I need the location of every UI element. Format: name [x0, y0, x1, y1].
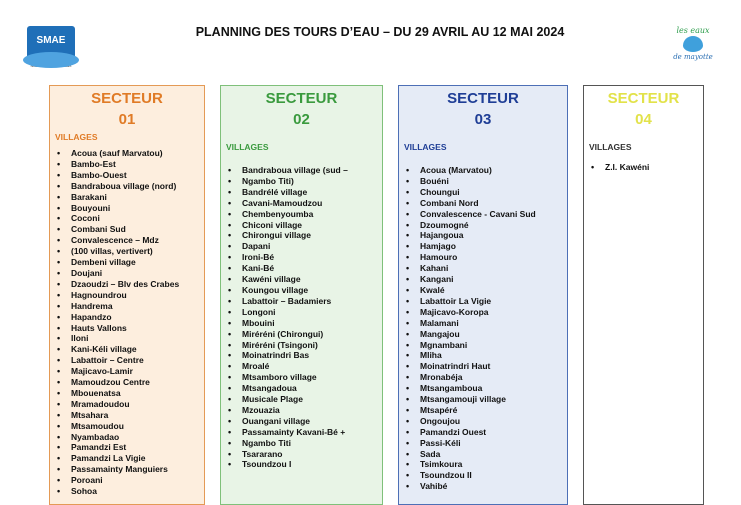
- village-item: • Mbouenatsa: [55, 388, 204, 399]
- village-item: • Chembenyoumba: [226, 209, 382, 220]
- village-item: • Barakani: [55, 192, 204, 203]
- village-item: • Labattoir – Badamiers: [226, 296, 382, 307]
- village-item: • Ngambo Titi): [226, 176, 382, 187]
- village-item: • Acoua (Marvatou): [404, 165, 567, 176]
- smae-logo: [27, 26, 75, 76]
- village-item: • Chiconi village: [226, 220, 382, 231]
- village-item: • Mbouini: [226, 318, 382, 329]
- wave-icon: [23, 52, 79, 68]
- village-item: • Mtsapéré: [404, 405, 567, 416]
- village-item: • Majicavo-Lamir: [55, 366, 204, 377]
- village-item: • Malamani: [404, 318, 567, 329]
- village-list: [55, 148, 204, 497]
- village-item: • Hajangoua: [404, 230, 567, 241]
- villages-label: VILLAGES: [589, 142, 632, 152]
- village-item: • Bambo-Est: [55, 159, 204, 170]
- village-item: • Labattoir La Vigie: [404, 296, 567, 307]
- sector-03-column: [398, 85, 568, 505]
- village-item: • Kahani: [404, 263, 567, 274]
- village-item: • Ironi-Bé: [226, 252, 382, 263]
- sector-01-column: [49, 85, 205, 505]
- village-item: • Kani-Bé: [226, 263, 382, 274]
- village-item: • Mramadoudou: [55, 399, 204, 410]
- village-item: • Ongoujou: [404, 416, 567, 427]
- village-item: • Ouangani village: [226, 416, 382, 427]
- village-item: • Poroani: [55, 475, 204, 486]
- village-item: • Mtsamoudou: [55, 421, 204, 432]
- village-item: • Labattoir – Centre: [55, 355, 204, 366]
- village-item: • Kwalé: [404, 285, 567, 296]
- sector-number: 01: [118, 111, 136, 128]
- village-item: • Majicavo-Koropa: [404, 307, 567, 318]
- village-item: • Miréréni (Tsingoni): [226, 340, 382, 351]
- village-list: [404, 165, 567, 492]
- villages-label: VILLAGES: [404, 142, 447, 152]
- eaux-logo-line1: les eaux: [676, 26, 710, 35]
- village-item: • Kani-Kéli village: [55, 344, 204, 355]
- village-item: • Bouyouni: [55, 203, 204, 214]
- village-item: • Mroalé: [226, 361, 382, 372]
- village-item: • Combani Nord: [404, 198, 567, 209]
- village-item: • Tsoundzou II: [404, 470, 567, 481]
- village-list: [589, 162, 703, 173]
- sector-title: SECTEUR: [91, 90, 163, 107]
- village-item: • Z.I. Kawéni: [589, 162, 703, 173]
- eaux-de-mayotte-logo: [668, 26, 718, 72]
- village-item: • Passi-Kéli: [404, 438, 567, 449]
- village-item: • Kawéni village: [226, 274, 382, 285]
- page-title: PLANNING DES TOURS D’EAU – DU 29 AVRIL AU 12 MAI 2024: [195, 25, 565, 39]
- village-item: • Mtsangadoua: [226, 383, 382, 394]
- sector-04-column: [583, 85, 704, 505]
- village-item: • Chirongui village: [226, 230, 382, 241]
- villages-label: VILLAGES: [55, 132, 98, 142]
- village-item: • Nyambadao: [55, 432, 204, 443]
- village-item: • Mtsahara: [55, 410, 204, 421]
- village-item: • Choungui: [404, 187, 567, 198]
- village-item: • Mronabéja: [404, 372, 567, 383]
- village-item: • Convalescence – Mdz: [55, 235, 204, 246]
- village-item: • Mtsamboro village: [226, 372, 382, 383]
- village-item: • Bandraboua village (nord): [55, 181, 204, 192]
- village-item: • Dembeni village: [55, 257, 204, 268]
- eaux-logo-line2: de mayotte: [673, 53, 713, 61]
- village-item: • Bandrélé village: [226, 187, 382, 198]
- village-item: • Convalescence - Cavani Sud: [404, 209, 567, 220]
- village-item: • Passamainty Kavani-Bé +: [226, 427, 382, 438]
- village-item: • Moinatrindri Haut: [404, 361, 567, 372]
- village-item: • Pamandzi Ouest: [404, 427, 567, 438]
- village-item: • Mzouazia: [226, 405, 382, 416]
- village-item: • Bandraboua village (sud –: [226, 165, 382, 176]
- village-item: • Kangani: [404, 274, 567, 285]
- village-item: • Tsimkoura: [404, 459, 567, 470]
- village-item: • Hamjago: [404, 241, 567, 252]
- village-item: • Handrema: [55, 301, 204, 312]
- village-item: • Moinatrindri Bas: [226, 350, 382, 361]
- village-item: • Passamainty Manguiers: [55, 464, 204, 475]
- village-item: • Hauts Vallons: [55, 323, 204, 334]
- village-item: • Longoni: [226, 307, 382, 318]
- village-item: • Miréréni (Chirongui): [226, 329, 382, 340]
- sector-title: SECTEUR: [265, 90, 338, 107]
- village-item: • Sada: [404, 449, 567, 460]
- village-item: • Hapandzo: [55, 312, 204, 323]
- village-item: • Bouéni: [404, 176, 567, 187]
- village-item: • Mliha: [404, 350, 567, 361]
- smae-logo-text: SMAE: [36, 35, 66, 46]
- village-item: • (100 villas, vertivert): [55, 246, 204, 257]
- village-item: • Acoua (sauf Marvatou): [55, 148, 204, 159]
- villages-label: VILLAGES: [226, 142, 269, 152]
- village-item: • Hamouro: [404, 252, 567, 263]
- village-item: • Mtsangamouji village: [404, 394, 567, 405]
- village-item: • Sohoa: [55, 486, 204, 497]
- village-item: • Mamoudzou Centre: [55, 377, 204, 388]
- village-list: [226, 165, 382, 470]
- village-item: • Combani Sud: [55, 224, 204, 235]
- village-item: • Dzaoudzi – Blv des Crabes: [55, 279, 204, 290]
- village-item: • Tsararano: [226, 449, 382, 460]
- village-item: • Pamandzi Est: [55, 442, 204, 453]
- village-item: • Dzoumogné: [404, 220, 567, 231]
- village-item: • Musicale Plage: [226, 394, 382, 405]
- village-item: • Ngambo Titi: [226, 438, 382, 449]
- sector-number: 02: [293, 111, 310, 128]
- village-item: • Iloni: [55, 333, 204, 344]
- sector-title: SECTEUR: [447, 90, 519, 107]
- village-item: • Mangajou: [404, 329, 567, 340]
- village-item: • Vahibé: [404, 481, 567, 492]
- village-item: • Bambo-Ouest: [55, 170, 204, 181]
- sector-02-column: [220, 85, 383, 505]
- sector-number: 03: [474, 111, 492, 128]
- village-item: • Koungou village: [226, 285, 382, 296]
- village-item: • Mtsangamboua: [404, 383, 567, 394]
- sector-title: SECTEUR: [607, 90, 680, 107]
- smae-logo-mark: [27, 26, 75, 60]
- village-item: • Doujani: [55, 268, 204, 279]
- water-drop-icon: [683, 36, 703, 52]
- village-item: • Tsoundzou I: [226, 459, 382, 470]
- village-item: • Coconi: [55, 213, 204, 224]
- village-item: • Dapani: [226, 241, 382, 252]
- village-item: • Cavani-Mamoudzou: [226, 198, 382, 209]
- sector-number: 04: [635, 111, 652, 128]
- village-item: • Pamandzi La Vigie: [55, 453, 204, 464]
- village-item: • Hagnoundrou: [55, 290, 204, 301]
- village-item: • Mgnambani: [404, 340, 567, 351]
